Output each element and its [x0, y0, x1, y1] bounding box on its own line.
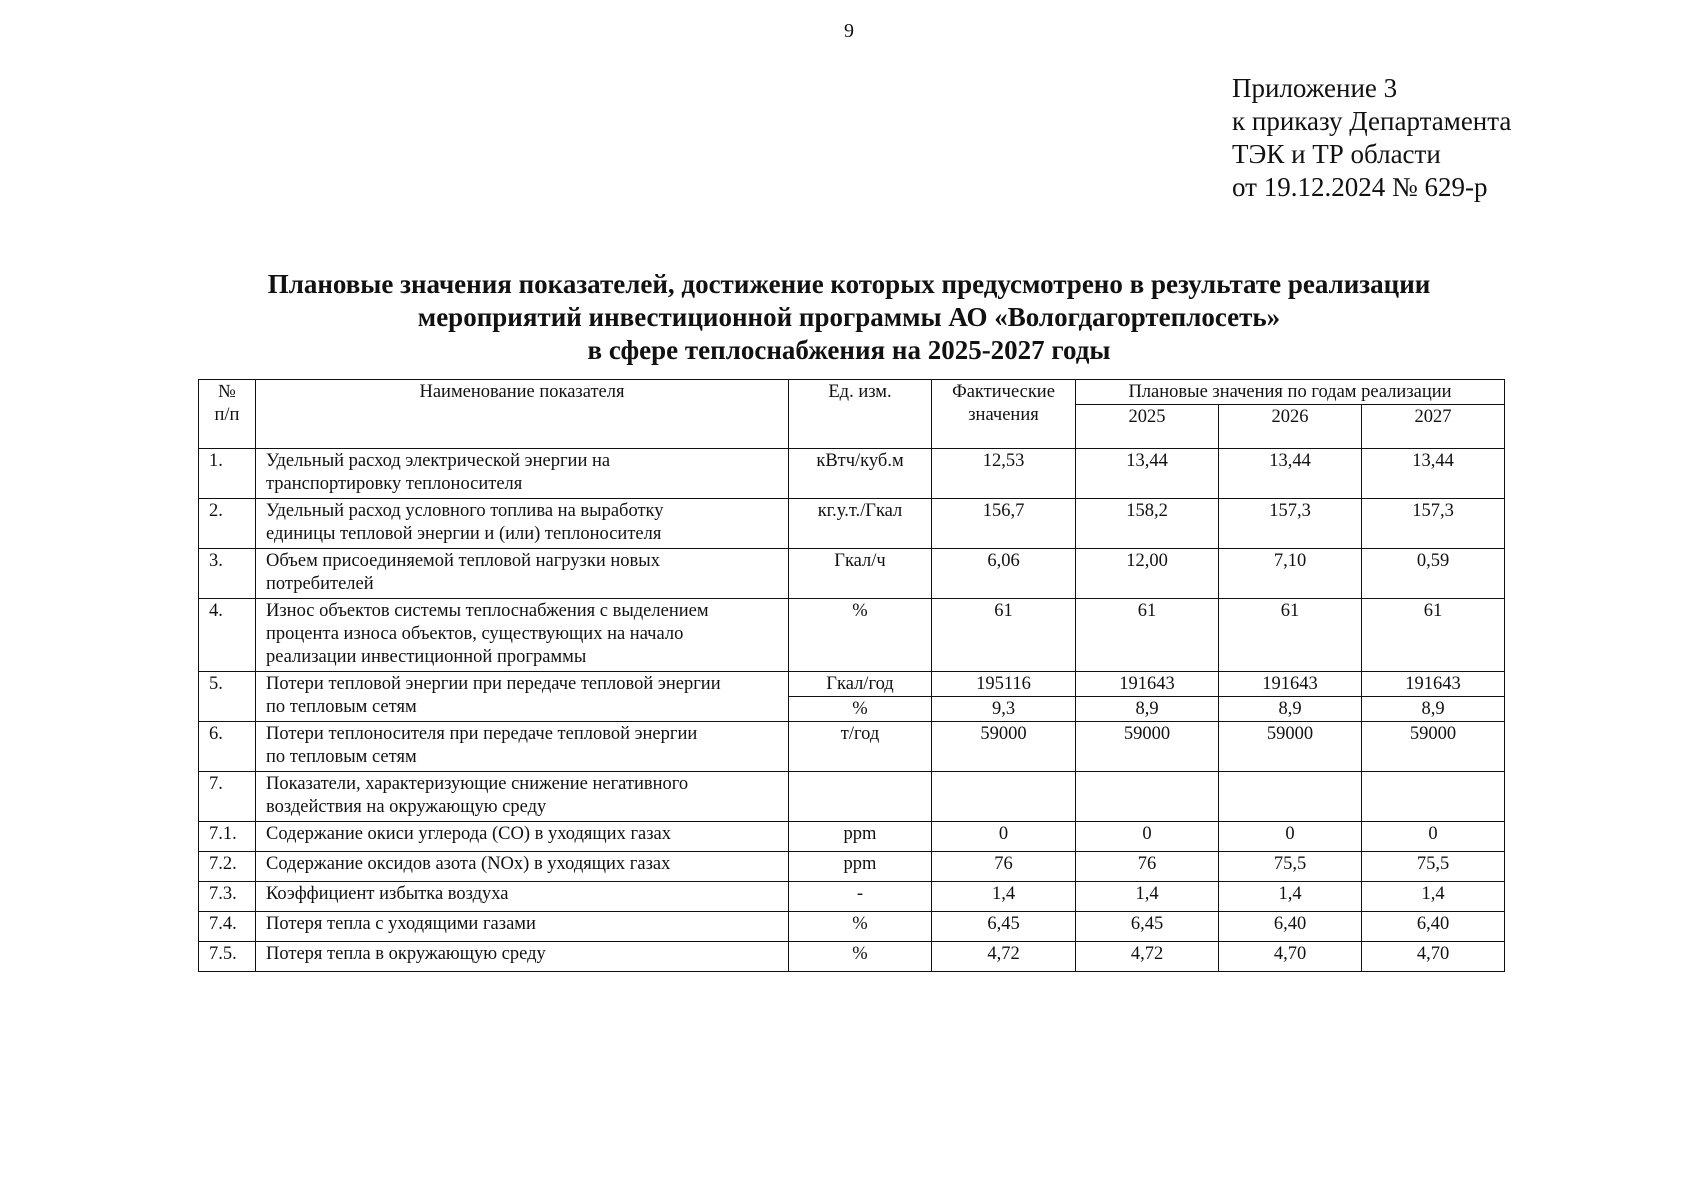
unit-cell [789, 772, 932, 822]
header-year-cell: 2027 [1362, 405, 1505, 449]
value-2027-cell: 4,70 [1362, 942, 1505, 972]
value-2027-cell: 13,44 [1362, 449, 1505, 499]
indicator-name-line: Содержание оксидов азота (NOx) в уходящих газах [266, 854, 671, 874]
value-2025-cell: 0 [1076, 822, 1219, 852]
indicator-name-cell [256, 942, 789, 972]
actual-value-cell: 4,72 [932, 942, 1076, 972]
header-name-cell: Наименование показателя [256, 380, 789, 449]
unit-cell: кг.у.т./Гкал [789, 499, 932, 549]
indicator-name-cell [256, 822, 789, 852]
table-header-row [199, 380, 1505, 405]
value-2025-cell: 8,9 [1076, 697, 1219, 722]
indicator-name-line: реализации инвестиционной программы [266, 647, 587, 667]
header-year-cell: 2025 [1076, 405, 1219, 449]
value-2026-cell: 6,40 [1219, 912, 1362, 942]
value-2027-cell: 6,40 [1362, 912, 1505, 942]
indicator-name-cell [256, 599, 789, 672]
value-2027-cell: 157,3 [1362, 499, 1505, 549]
row-number-cell: 7.1. [199, 822, 256, 852]
value-2025-cell: 61 [1076, 599, 1219, 672]
indicator-name-line: Потери теплоносителя при передаче тепловой энергии [266, 724, 698, 744]
indicator-name-line: Потеря тепла с уходящими газами [266, 914, 536, 934]
value-2026-cell [1219, 772, 1362, 822]
indicator-name-line: воздействия на окружающую среду [266, 797, 547, 817]
value-2025-cell: 12,00 [1076, 549, 1219, 599]
actual-value-cell [932, 772, 1076, 822]
indicator-name-line: процента износа объектов, существующих на начало [266, 624, 684, 644]
value-2026-cell: 0 [1219, 822, 1362, 852]
unit-cell: Гкал/год [789, 672, 932, 697]
title-line: Плановые значения показателей, достижение которых предусмотрено в результате реализации [267, 269, 1431, 299]
header-num-line: № [218, 382, 236, 402]
unit-cell: % [789, 599, 932, 672]
indicator-name-cell [256, 772, 789, 822]
indicator-name-cell [256, 852, 789, 882]
row-number-cell: 1. [199, 449, 256, 499]
value-2026-cell: 75,5 [1219, 852, 1362, 882]
value-2027-cell: 8,9 [1362, 697, 1505, 722]
actual-value-cell: 6,45 [932, 912, 1076, 942]
row-number-cell: 3. [199, 549, 256, 599]
value-2025-cell: 6,45 [1076, 912, 1219, 942]
actual-value-cell: 156,7 [932, 499, 1076, 549]
unit-cell: Гкал/ч [789, 549, 932, 599]
value-2026-cell: 8,9 [1219, 697, 1362, 722]
row-number-cell: 7.2. [199, 852, 256, 882]
value-2026-cell: 157,3 [1219, 499, 1362, 549]
row-number-cell: 7. [199, 772, 256, 822]
indicator-name-line: по тепловым сетям [266, 747, 417, 767]
page-number: 9 [844, 20, 854, 42]
title-line: мероприятий инвестиционной программы АО «Вологдагортеплосеть» [417, 302, 1281, 332]
indicator-name-line: Удельный расход условного топлива на выработку [266, 501, 664, 521]
table-row [199, 599, 1505, 672]
value-2026-cell: 1,4 [1219, 882, 1362, 912]
header-num-line: п/п [214, 405, 240, 425]
value-2026-cell: 4,70 [1219, 942, 1362, 972]
indicator-name-line: Потери тепловой энергии при передаче тепловой энергии [266, 674, 721, 694]
value-2025-cell: 158,2 [1076, 499, 1219, 549]
unit-cell: % [789, 912, 932, 942]
table-row [199, 822, 1505, 852]
value-2025-cell: 59000 [1076, 722, 1219, 772]
value-2026-cell: 191643 [1219, 672, 1362, 697]
actual-value-cell: 9,3 [932, 697, 1076, 722]
appendix-line: к приказу Департамента [1232, 106, 1512, 136]
table-row [199, 912, 1505, 942]
unit-cell: - [789, 882, 932, 912]
appendix-line: от 19.12.2024 № 629-р [1232, 172, 1488, 202]
value-2025-cell: 191643 [1076, 672, 1219, 697]
actual-value-cell: 0 [932, 822, 1076, 852]
table-row [199, 499, 1505, 549]
appendix-line: Приложение 3 [1232, 73, 1398, 103]
unit-cell: % [789, 942, 932, 972]
value-2026-cell: 61 [1219, 599, 1362, 672]
row-number-cell: 7.5. [199, 942, 256, 972]
value-2027-cell: 0 [1362, 822, 1505, 852]
row-number-cell: 7.3. [199, 882, 256, 912]
title-line: в сфере теплоснабжения на 2025-2027 годы [587, 335, 1111, 365]
value-2026-cell: 13,44 [1219, 449, 1362, 499]
table-row [199, 852, 1505, 882]
indicator-name-cell [256, 499, 789, 549]
value-2027-cell: 61 [1362, 599, 1505, 672]
header-actual-line: значения [968, 405, 1039, 425]
table-row [199, 882, 1505, 912]
indicators-table [198, 379, 1505, 972]
table-row [199, 449, 1505, 499]
actual-value-cell: 12,53 [932, 449, 1076, 499]
indicator-name-cell [256, 912, 789, 942]
appendix-block [1232, 72, 1511, 204]
header-year-cell: 2026 [1219, 405, 1362, 449]
indicator-name-cell [256, 882, 789, 912]
actual-value-cell: 1,4 [932, 882, 1076, 912]
header-unit-cell: Ед. изм. [789, 380, 932, 449]
indicator-name-line: транспортировку теплоносителя [266, 474, 523, 494]
header-actual-cell [932, 380, 1076, 449]
actual-value-cell: 76 [932, 852, 1076, 882]
indicator-name-line: Потеря тепла в окружающую среду [266, 944, 546, 964]
value-2025-cell: 13,44 [1076, 449, 1219, 499]
table-row [199, 672, 1505, 697]
indicator-name-line: Износ объектов системы теплоснабжения с выделением [266, 601, 709, 621]
table-row [199, 722, 1505, 772]
indicator-name-line: Коэффициент избытка воздуха [266, 884, 509, 904]
table-row [199, 942, 1505, 972]
appendix-line: ТЭК и ТР области [1232, 139, 1441, 169]
row-number-cell: 6. [199, 722, 256, 772]
indicator-name-line: Содержание окиси углерода (CO) в уходящих газах [266, 824, 672, 844]
value-2027-cell: 1,4 [1362, 882, 1505, 912]
row-number-cell: 7.4. [199, 912, 256, 942]
value-2025-cell: 76 [1076, 852, 1219, 882]
unit-cell: т/год [789, 722, 932, 772]
value-2026-cell: 7,10 [1219, 549, 1362, 599]
header-num-cell [199, 380, 256, 449]
value-2026-cell: 59000 [1219, 722, 1362, 772]
value-2027-cell [1362, 772, 1505, 822]
indicator-name-cell [256, 449, 789, 499]
header-actual-line: Фактические [952, 382, 1055, 402]
unit-cell: % [789, 697, 932, 722]
value-2027-cell: 191643 [1362, 672, 1505, 697]
indicator-name-line: Показатели, характеризующие снижение негативного [266, 774, 689, 794]
indicator-name-line: Объем присоединяемой тепловой нагрузки новых [266, 551, 660, 571]
document-title [0, 268, 1698, 367]
header-planned-cell: Плановые значения по годам реализации [1076, 380, 1505, 405]
indicator-name-line: потребителей [266, 574, 374, 594]
table-row [199, 772, 1505, 822]
value-2027-cell: 59000 [1362, 722, 1505, 772]
row-number-cell: 5. [199, 672, 256, 722]
indicator-name-line: единицы тепловой энергии и (или) теплоносителя [266, 524, 662, 544]
indicator-name-line: Удельный расход электрической энергии на [266, 451, 611, 471]
unit-cell: ppm [789, 822, 932, 852]
unit-cell: кВтч/куб.м [789, 449, 932, 499]
actual-value-cell: 61 [932, 599, 1076, 672]
indicator-name-cell [256, 722, 789, 772]
value-2027-cell: 0,59 [1362, 549, 1505, 599]
actual-value-cell: 6,06 [932, 549, 1076, 599]
table-row [199, 549, 1505, 599]
actual-value-cell: 59000 [932, 722, 1076, 772]
value-2025-cell: 4,72 [1076, 942, 1219, 972]
indicator-name-cell [256, 672, 789, 722]
indicator-name-line: по тепловым сетям [266, 697, 417, 717]
value-2027-cell: 75,5 [1362, 852, 1505, 882]
indicator-name-cell [256, 549, 789, 599]
unit-cell: ppm [789, 852, 932, 882]
row-number-cell: 2. [199, 499, 256, 549]
actual-value-cell: 195116 [932, 672, 1076, 697]
value-2025-cell: 1,4 [1076, 882, 1219, 912]
row-number-cell: 4. [199, 599, 256, 672]
value-2025-cell [1076, 772, 1219, 822]
